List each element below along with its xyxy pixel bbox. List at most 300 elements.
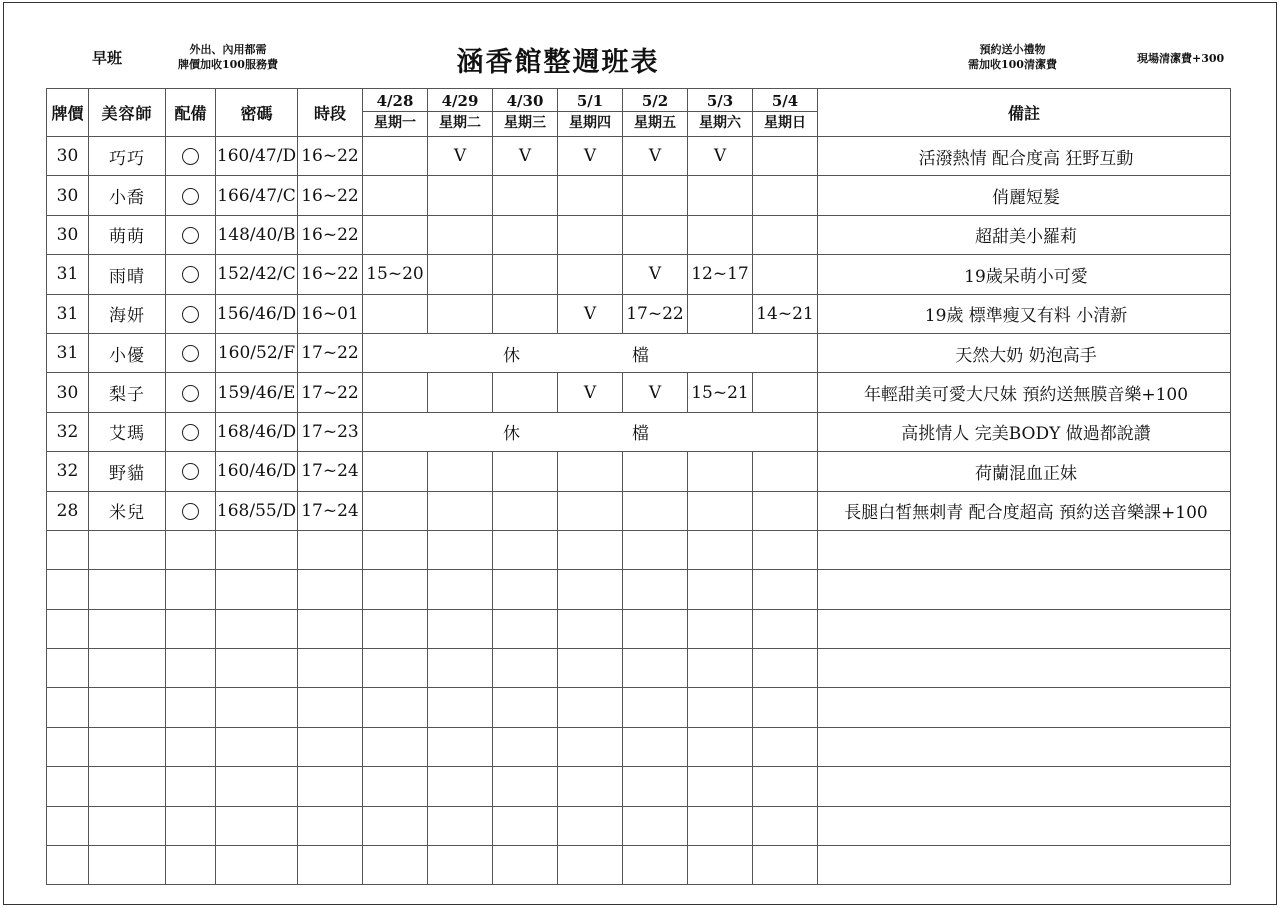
day-cell — [493, 491, 558, 530]
day-cell — [428, 215, 493, 254]
equip-cell — [166, 137, 216, 176]
empty-cell — [298, 649, 363, 688]
empty-cell — [166, 649, 216, 688]
booking-note-line: 預約送小禮物 — [979, 43, 1046, 56]
closed-label: 檔 — [632, 345, 649, 366]
day-date: 5/3 — [688, 91, 752, 112]
empty-cell — [89, 530, 166, 569]
col-equip: 配備 — [166, 89, 216, 137]
day-cell — [753, 215, 818, 254]
day-cell: V — [688, 137, 753, 176]
empty-cell — [216, 530, 298, 569]
empty-cell — [166, 806, 216, 845]
price-cell: 30 — [47, 176, 89, 215]
shift-label: 早班 — [92, 49, 123, 67]
empty-cell — [363, 727, 428, 766]
day-cell — [493, 452, 558, 491]
code-cell: 159/46/E — [216, 373, 298, 412]
day-cell — [428, 176, 493, 215]
day-cell: 15~20 — [363, 255, 428, 294]
day-cell — [688, 215, 753, 254]
empty-cell — [688, 570, 753, 609]
empty-cell — [363, 806, 428, 845]
day-cell — [623, 491, 688, 530]
day-cell — [493, 255, 558, 294]
empty-cell — [363, 530, 428, 569]
col-day — [753, 89, 818, 137]
empty-cell — [216, 727, 298, 766]
empty-cell — [89, 570, 166, 609]
empty-cell — [688, 609, 753, 648]
remark-cell: 19歲 標準瘦又有料 小清新 — [818, 294, 1231, 333]
empty-cell — [47, 806, 89, 845]
time-cell: 17~23 — [298, 412, 363, 451]
equip-cell — [166, 215, 216, 254]
empty-cell — [298, 727, 363, 766]
day-cell — [428, 373, 493, 412]
empty-row — [47, 727, 1231, 766]
empty-cell — [753, 609, 818, 648]
empty-cell — [428, 727, 493, 766]
empty-row — [47, 609, 1231, 648]
empty-cell — [298, 806, 363, 845]
equip-cell — [166, 255, 216, 294]
day-cell — [688, 294, 753, 333]
empty-cell — [753, 649, 818, 688]
day-date: 5/4 — [753, 91, 817, 112]
empty-cell — [818, 688, 1231, 727]
table-row — [47, 373, 1231, 412]
day-cell — [688, 452, 753, 491]
day-weekday: 星期六 — [699, 115, 741, 131]
day-cell — [363, 452, 428, 491]
empty-cell — [558, 727, 623, 766]
empty-cell — [363, 688, 428, 727]
equip-cell — [166, 333, 216, 372]
circle-icon — [182, 463, 199, 480]
empty-cell — [493, 767, 558, 806]
empty-cell — [753, 846, 818, 885]
day-date: 5/1 — [558, 91, 622, 112]
empty-cell — [493, 530, 558, 569]
code-cell: 148/40/B — [216, 215, 298, 254]
equip-cell — [166, 452, 216, 491]
equip-cell — [166, 491, 216, 530]
day-weekday: 星期二 — [439, 115, 481, 131]
price-cell: 28 — [47, 491, 89, 530]
remark-cell: 超甜美小羅莉 — [818, 215, 1231, 254]
day-cell — [753, 176, 818, 215]
day-cell: V — [558, 137, 623, 176]
empty-row — [47, 530, 1231, 569]
empty-cell — [688, 846, 753, 885]
empty-cell — [623, 570, 688, 609]
empty-cell — [47, 767, 89, 806]
empty-cell — [558, 530, 623, 569]
closed-label: 休 — [503, 345, 520, 366]
empty-cell — [298, 609, 363, 648]
day-cell — [688, 176, 753, 215]
empty-cell — [818, 570, 1231, 609]
time-cell: 17~22 — [298, 373, 363, 412]
empty-cell — [623, 530, 688, 569]
day-date: 4/30 — [493, 91, 557, 112]
empty-cell — [688, 688, 753, 727]
circle-icon — [182, 306, 199, 323]
day-cell — [493, 176, 558, 215]
day-cell — [363, 294, 428, 333]
name-cell: 米兒 — [89, 491, 166, 530]
empty-cell — [89, 767, 166, 806]
table-row — [47, 491, 1231, 530]
empty-cell — [818, 649, 1231, 688]
circle-icon — [182, 385, 199, 402]
empty-cell — [623, 688, 688, 727]
empty-cell — [428, 846, 493, 885]
empty-cell — [363, 609, 428, 648]
remark-cell: 俏麗短髮 — [818, 176, 1231, 215]
name-cell: 小優 — [89, 333, 166, 372]
day-cell: V — [623, 137, 688, 176]
empty-cell — [818, 767, 1231, 806]
col-day — [363, 89, 428, 137]
day-cell — [753, 452, 818, 491]
price-cell: 30 — [47, 373, 89, 412]
day-date: 4/29 — [428, 91, 492, 112]
empty-cell — [688, 767, 753, 806]
empty-cell — [558, 688, 623, 727]
code-cell: 166/47/C — [216, 176, 298, 215]
day-weekday: 星期一 — [374, 115, 416, 131]
circle-icon — [182, 188, 199, 205]
remark-cell: 19歲呆萌小可愛 — [818, 255, 1231, 294]
empty-cell — [89, 806, 166, 845]
empty-cell — [428, 570, 493, 609]
day-cell — [558, 255, 623, 294]
empty-cell — [47, 846, 89, 885]
table-row — [47, 294, 1231, 333]
empty-cell — [428, 530, 493, 569]
empty-cell — [753, 767, 818, 806]
circle-icon — [182, 148, 199, 165]
day-cell — [493, 373, 558, 412]
time-cell: 17~24 — [298, 452, 363, 491]
empty-cell — [216, 767, 298, 806]
empty-cell — [363, 846, 428, 885]
equip-cell — [166, 294, 216, 333]
day-cell — [558, 176, 623, 215]
day-cell — [558, 452, 623, 491]
circle-icon — [182, 227, 199, 244]
col-remarks: 備註 — [818, 89, 1231, 137]
code-cell: 168/46/D — [216, 412, 298, 451]
empty-cell — [493, 649, 558, 688]
empty-cell — [47, 649, 89, 688]
day-cell — [753, 491, 818, 530]
name-cell: 艾瑪 — [89, 412, 166, 451]
empty-cell — [298, 846, 363, 885]
empty-cell — [428, 649, 493, 688]
empty-row — [47, 846, 1231, 885]
empty-cell — [493, 570, 558, 609]
empty-cell — [89, 846, 166, 885]
day-cell — [493, 215, 558, 254]
closed-cell — [363, 412, 818, 451]
day-cell — [558, 491, 623, 530]
day-date: 4/28 — [363, 91, 427, 112]
empty-cell — [47, 530, 89, 569]
name-cell: 海妍 — [89, 294, 166, 333]
col-day — [688, 89, 753, 137]
col-day — [493, 89, 558, 137]
code-cell: 160/47/D — [216, 137, 298, 176]
empty-row — [47, 806, 1231, 845]
empty-cell — [753, 688, 818, 727]
day-cell — [753, 373, 818, 412]
time-cell: 16~22 — [298, 215, 363, 254]
empty-cell — [753, 727, 818, 766]
day-cell — [623, 215, 688, 254]
empty-cell — [558, 609, 623, 648]
header-row — [47, 89, 1231, 137]
empty-cell — [818, 530, 1231, 569]
table-row — [47, 452, 1231, 491]
day-weekday: 星期日 — [764, 115, 806, 131]
day-weekday: 星期三 — [504, 115, 546, 131]
day-cell — [753, 255, 818, 294]
day-cell: V — [493, 137, 558, 176]
day-cell: 12~17 — [688, 255, 753, 294]
empty-cell — [89, 727, 166, 766]
closed-label: 休 — [503, 424, 520, 445]
empty-cell — [558, 846, 623, 885]
empty-cell — [363, 767, 428, 806]
empty-cell — [216, 846, 298, 885]
equip-cell — [166, 412, 216, 451]
empty-row — [47, 767, 1231, 806]
remark-cell: 活潑熱情 配合度高 狂野互動 — [818, 137, 1231, 176]
booking-note — [968, 42, 1057, 72]
day-cell — [363, 176, 428, 215]
cleaning-fee-note: 現場清潔費+300 — [1137, 52, 1225, 65]
equip-cell — [166, 176, 216, 215]
day-cell — [753, 137, 818, 176]
empty-cell — [623, 649, 688, 688]
col-day — [428, 89, 493, 137]
empty-cell — [688, 649, 753, 688]
code-cell: 160/52/F — [216, 333, 298, 372]
code-cell: 160/46/D — [216, 452, 298, 491]
col-code: 密碼 — [216, 89, 298, 137]
day-cell — [688, 491, 753, 530]
day-cell — [428, 255, 493, 294]
time-cell: 17~22 — [298, 333, 363, 372]
empty-cell — [493, 609, 558, 648]
price-cell: 31 — [47, 333, 89, 372]
booking-note-line: 需加收100清潔費 — [968, 58, 1057, 71]
page-title: 涵香館整週班表 — [456, 47, 660, 78]
empty-cell — [558, 767, 623, 806]
col-name: 美容師 — [89, 89, 166, 137]
empty-cell — [818, 806, 1231, 845]
empty-cell — [818, 846, 1231, 885]
day-weekday: 星期四 — [569, 115, 611, 131]
empty-cell — [493, 688, 558, 727]
empty-cell — [818, 727, 1231, 766]
price-cell: 30 — [47, 137, 89, 176]
time-cell: 16~22 — [298, 137, 363, 176]
day-cell: 14~21 — [753, 294, 818, 333]
time-cell: 17~24 — [298, 491, 363, 530]
empty-cell — [753, 530, 818, 569]
closed-cell — [363, 333, 818, 372]
circle-icon — [182, 266, 199, 283]
empty-cell — [688, 806, 753, 845]
empty-cell — [298, 570, 363, 609]
day-cell: 17~22 — [623, 294, 688, 333]
closed-label: 檔 — [632, 424, 649, 445]
day-cell: 15~21 — [688, 373, 753, 412]
time-cell: 16~22 — [298, 255, 363, 294]
table-row — [47, 333, 1231, 372]
empty-cell — [688, 530, 753, 569]
code-cell: 156/46/D — [216, 294, 298, 333]
empty-cell — [428, 688, 493, 727]
empty-cell — [166, 727, 216, 766]
empty-cell — [688, 727, 753, 766]
time-cell: 16~22 — [298, 176, 363, 215]
empty-cell — [558, 806, 623, 845]
empty-cell — [818, 609, 1231, 648]
day-cell — [428, 294, 493, 333]
name-cell: 巧巧 — [89, 137, 166, 176]
price-cell: 32 — [47, 412, 89, 451]
empty-cell — [428, 609, 493, 648]
day-cell — [623, 176, 688, 215]
empty-cell — [623, 846, 688, 885]
day-cell — [623, 452, 688, 491]
remark-cell: 天然大奶 奶泡高手 — [818, 333, 1231, 372]
table-row — [47, 215, 1231, 254]
empty-cell — [753, 570, 818, 609]
service-fee-note-line: 牌價加收100服務費 — [178, 58, 278, 71]
empty-cell — [298, 530, 363, 569]
day-cell — [363, 373, 428, 412]
empty-cell — [216, 649, 298, 688]
day-cell — [428, 452, 493, 491]
empty-cell — [623, 727, 688, 766]
empty-cell — [493, 727, 558, 766]
day-cell — [428, 491, 493, 530]
empty-cell — [428, 806, 493, 845]
empty-cell — [166, 767, 216, 806]
name-cell: 萌萌 — [89, 215, 166, 254]
col-time: 時段 — [298, 89, 363, 137]
name-cell: 野貓 — [89, 452, 166, 491]
remark-cell: 長腿白皙無刺青 配合度超高 預約送音樂課+100 — [818, 491, 1231, 530]
code-cell: 152/42/C — [216, 255, 298, 294]
empty-cell — [166, 530, 216, 569]
remark-cell: 荷蘭混血正妹 — [818, 452, 1231, 491]
price-cell: 31 — [47, 255, 89, 294]
empty-cell — [216, 806, 298, 845]
name-cell: 雨晴 — [89, 255, 166, 294]
empty-cell — [298, 688, 363, 727]
equip-cell — [166, 373, 216, 412]
empty-cell — [166, 609, 216, 648]
col-day — [558, 89, 623, 137]
empty-cell — [89, 688, 166, 727]
empty-cell — [363, 570, 428, 609]
day-cell: V — [623, 373, 688, 412]
price-cell: 32 — [47, 452, 89, 491]
day-cell: V — [428, 137, 493, 176]
circle-icon — [182, 345, 199, 362]
table-row — [47, 255, 1231, 294]
schedule-body — [47, 137, 1231, 885]
day-cell — [363, 491, 428, 530]
empty-row — [47, 649, 1231, 688]
day-weekday: 星期五 — [634, 115, 676, 131]
empty-cell — [493, 846, 558, 885]
empty-cell — [623, 806, 688, 845]
day-cell — [363, 137, 428, 176]
price-cell: 31 — [47, 294, 89, 333]
table-row — [47, 137, 1231, 176]
code-cell: 168/55/D — [216, 491, 298, 530]
empty-cell — [428, 767, 493, 806]
col-price: 牌價 — [47, 89, 89, 137]
col-day — [623, 89, 688, 137]
empty-cell — [216, 609, 298, 648]
empty-cell — [47, 609, 89, 648]
time-cell: 16~01 — [298, 294, 363, 333]
empty-cell — [216, 688, 298, 727]
table-row — [47, 412, 1231, 451]
empty-cell — [623, 767, 688, 806]
circle-icon — [182, 424, 199, 441]
empty-cell — [166, 846, 216, 885]
empty-cell — [166, 570, 216, 609]
price-cell: 30 — [47, 215, 89, 254]
empty-cell — [89, 649, 166, 688]
empty-cell — [47, 688, 89, 727]
schedule-table — [46, 88, 1231, 885]
empty-cell — [623, 609, 688, 648]
empty-cell — [166, 688, 216, 727]
day-cell: V — [558, 294, 623, 333]
name-cell: 小喬 — [89, 176, 166, 215]
day-cell — [558, 215, 623, 254]
table-row — [47, 176, 1231, 215]
empty-cell — [298, 767, 363, 806]
circle-icon — [182, 503, 199, 520]
empty-row — [47, 570, 1231, 609]
empty-cell — [363, 649, 428, 688]
remark-cell: 高挑情人 完美BODY 做過都說讚 — [818, 412, 1231, 451]
day-date: 5/2 — [623, 91, 687, 112]
name-cell: 梨子 — [89, 373, 166, 412]
empty-cell — [558, 649, 623, 688]
day-cell — [493, 294, 558, 333]
empty-cell — [216, 570, 298, 609]
empty-cell — [47, 727, 89, 766]
empty-cell — [47, 570, 89, 609]
day-cell: V — [558, 373, 623, 412]
day-cell: V — [623, 255, 688, 294]
remark-cell: 年輕甜美可愛大尺妹 預約送無膜音樂+100 — [818, 373, 1231, 412]
empty-cell — [493, 806, 558, 845]
